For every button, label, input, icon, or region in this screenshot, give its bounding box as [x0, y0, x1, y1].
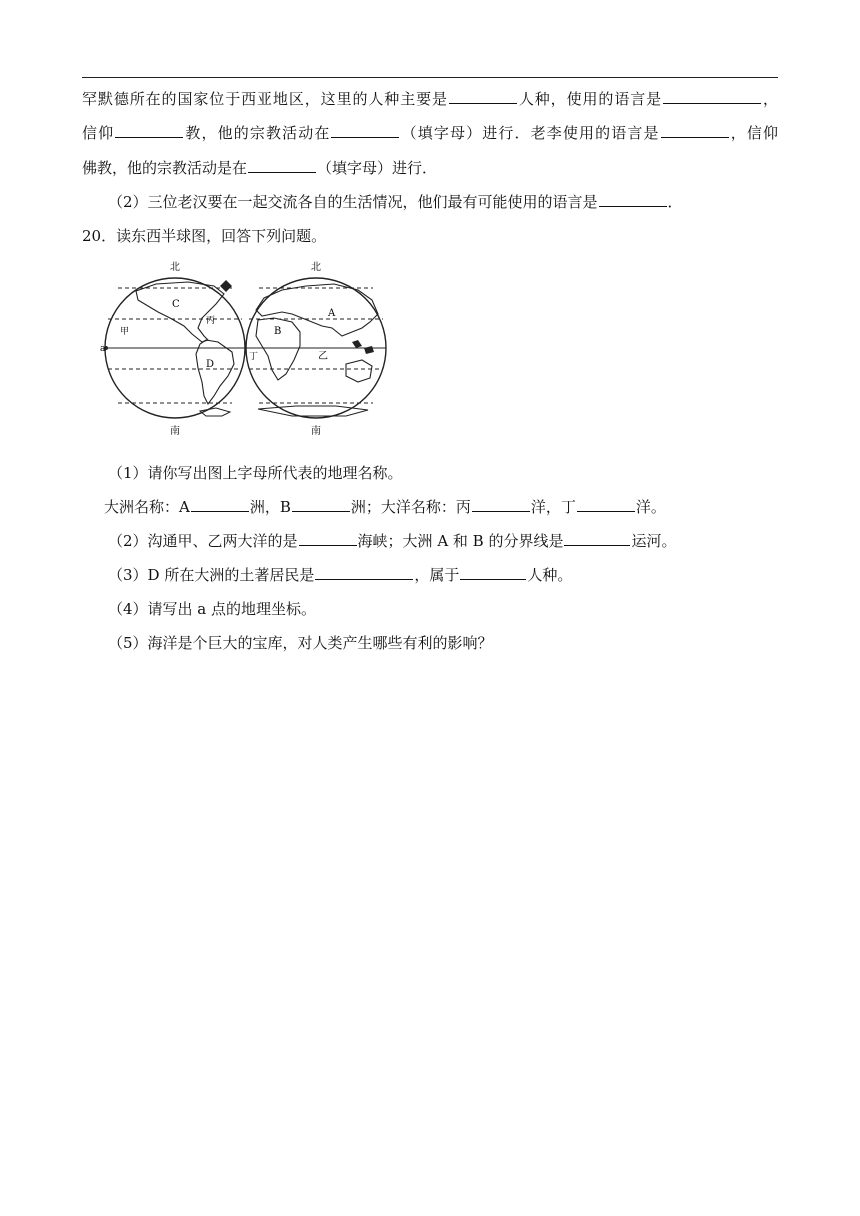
question-20-part-1-answers — [104, 496, 666, 518]
answer-blank[interactable] — [564, 531, 630, 546]
text-segment: ， — [762, 90, 778, 108]
paragraph-line-3 — [82, 157, 437, 179]
north-label-west: 北 — [170, 262, 180, 273]
text-segment: （2）三位老汉要在一起交流各自的生活情况，他们最有可能使用的语言是 — [108, 193, 598, 211]
question-20-part-2 — [108, 530, 677, 552]
top-rule — [82, 77, 778, 78]
map-label-C: C — [172, 299, 180, 310]
map-label-jia: 甲 — [120, 327, 130, 337]
text-segment: ． — [667, 193, 683, 211]
text-segment: （3）D 所在大洲的土著居民是 — [108, 566, 315, 584]
answer-blank[interactable] — [663, 89, 761, 104]
text-segment: 洲，B — [249, 498, 291, 516]
answer-blank[interactable] — [191, 497, 249, 512]
answer-blank[interactable] — [248, 158, 316, 173]
answer-blank[interactable] — [472, 497, 530, 512]
text-segment: 大洲名称：A — [104, 498, 190, 516]
text-segment: 运河。 — [631, 532, 677, 550]
south-label-west: 南 — [170, 426, 180, 437]
question-20-part-1: （1）请你写出图上字母所代表的地理名称。 — [108, 464, 403, 482]
text-segment: 洋，丁 — [530, 498, 576, 516]
answer-blank[interactable] — [449, 89, 517, 104]
question-20-part-3 — [108, 564, 572, 586]
answer-blank[interactable] — [599, 192, 667, 207]
question-20-part-5: （5）海洋是个巨大的宝库，对人类产生哪些有利的影响？ — [108, 634, 493, 652]
text-segment: （填字母）进行． — [317, 159, 438, 177]
answer-blank[interactable] — [315, 565, 413, 580]
text-segment: 人种，使用的语言是 — [517, 90, 663, 108]
answer-blank[interactable] — [292, 497, 350, 512]
answer-blank[interactable] — [331, 123, 399, 138]
question-19-part-2 — [108, 191, 683, 213]
text-segment: 信仰 — [82, 124, 115, 142]
text-segment: 罕默德所在的国家位于西亚地区，这里的人种主要是 — [82, 90, 448, 108]
text-segment: 佛教，他的宗教活动是在 — [82, 159, 248, 177]
paragraph-line-1 — [82, 88, 778, 110]
text-segment: ，信仰 — [729, 124, 778, 142]
answer-blank[interactable] — [577, 497, 635, 512]
eastern-hemisphere — [246, 278, 386, 418]
map-label-yi: 乙 — [318, 351, 328, 362]
north-label-east: 北 — [311, 262, 321, 273]
hemispheres-map — [96, 256, 390, 440]
text-segment: 海峡；大洲 A 和 B 的分界线是 — [357, 532, 564, 550]
answer-blank[interactable] — [115, 123, 183, 138]
map-label-D: D — [206, 359, 215, 370]
paragraph-line-2 — [82, 122, 778, 144]
south-label-east: 南 — [311, 426, 321, 437]
text-segment: 洲；大洋名称：丙 — [350, 498, 471, 516]
text-segment: 洋。 — [635, 498, 666, 516]
map-label-ding: 丁 — [249, 352, 259, 362]
answer-blank[interactable] — [661, 123, 729, 138]
map-label-B: B — [274, 326, 282, 337]
map-label-A: A — [328, 308, 336, 319]
text-segment: 人种。 — [527, 566, 573, 584]
text-segment: ，属于 — [414, 566, 460, 584]
text-segment: 教，他的宗教活动在 — [184, 124, 331, 142]
answer-blank[interactable] — [299, 531, 357, 546]
map-label-a: a — [100, 344, 106, 354]
map-label-bing: 丙 — [206, 316, 216, 326]
question-20-title: 20．读东西半球图，回答下列问题。 — [82, 227, 327, 245]
answer-blank[interactable] — [460, 565, 526, 580]
text-segment: （填字母）进行．老李使用的语言是 — [400, 124, 660, 142]
question-20-part-4: （4）请写出 a 点的地理坐标。 — [108, 600, 317, 618]
text-segment: （2）沟通甲、乙两大洋的是 — [108, 532, 298, 550]
